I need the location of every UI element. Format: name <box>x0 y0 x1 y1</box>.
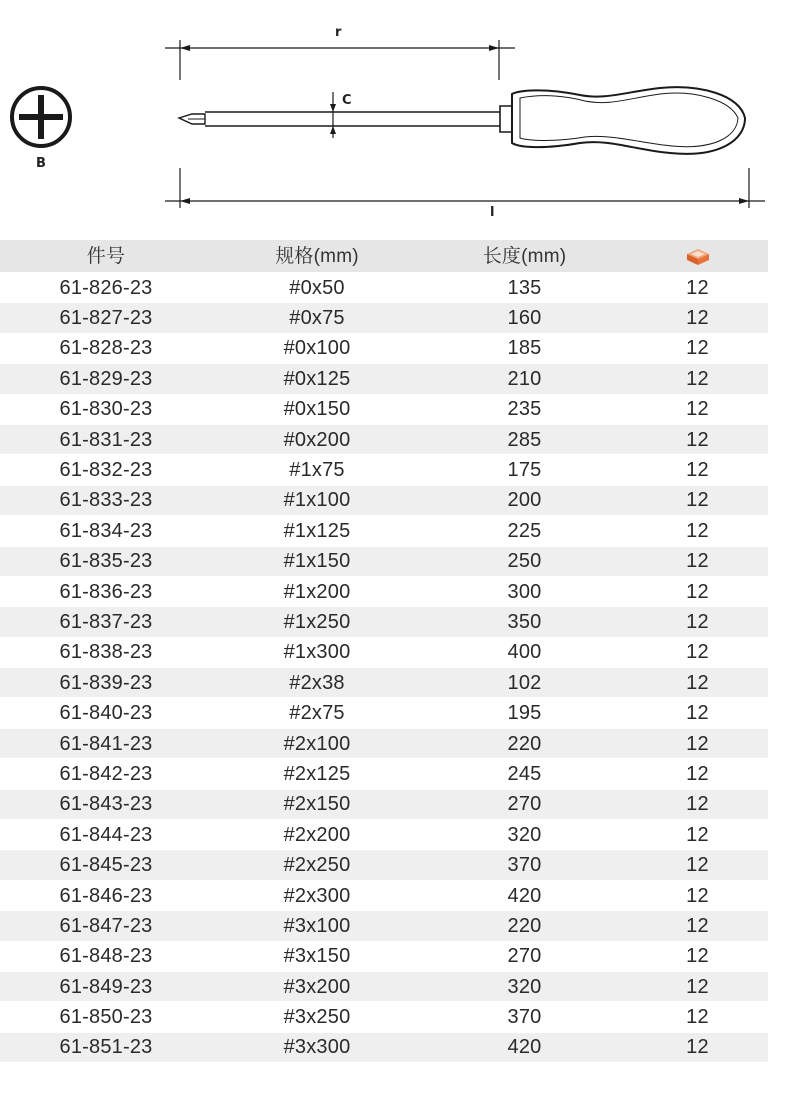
table-row <box>0 273 768 303</box>
table-row <box>0 303 768 333</box>
pack-qty-cell: 12 <box>686 641 709 664</box>
length-cell: 220 <box>507 732 542 755</box>
table-row <box>0 334 768 364</box>
pack-qty-cell: 12 <box>686 1036 709 1059</box>
table-row <box>0 638 768 668</box>
length-cell: 270 <box>507 793 542 816</box>
part-no-cell: 61-843-23 <box>59 793 153 816</box>
part-no-cell: 61-839-23 <box>59 671 153 694</box>
table-row <box>0 577 768 607</box>
length-cell: 210 <box>507 367 542 390</box>
header-length: 长度(mm) <box>482 245 567 267</box>
pack-qty-cell: 12 <box>686 367 709 390</box>
pack-qty-cell: 12 <box>686 945 709 968</box>
phillips-tip-icon <box>12 88 70 146</box>
table-row <box>0 425 768 455</box>
part-no-cell: 61-838-23 <box>59 641 153 664</box>
part-no-cell: 61-844-23 <box>59 823 153 846</box>
spec-cell: #1x200 <box>283 580 351 603</box>
table-row <box>0 729 768 759</box>
spec-cell: #3x200 <box>283 975 351 998</box>
table-row <box>0 607 768 637</box>
length-cell: 185 <box>507 337 542 360</box>
table-header <box>0 240 768 273</box>
part-no-cell: 61-835-23 <box>59 550 153 573</box>
part-no-cell: 61-827-23 <box>59 307 153 330</box>
spec-cell: #2x38 <box>289 671 345 694</box>
length-cell: 370 <box>507 854 542 877</box>
spec-cell: #0x100 <box>283 337 351 360</box>
pack-qty-cell: 12 <box>686 580 709 603</box>
pack-qty-cell: 12 <box>686 762 709 785</box>
part-no-cell: 61-841-23 <box>59 732 153 755</box>
table-row <box>0 972 768 1002</box>
part-no-cell: 61-848-23 <box>59 945 153 968</box>
tip-b-label: B <box>36 156 46 171</box>
pack-qty-cell: 12 <box>686 1006 709 1029</box>
length-cell: 420 <box>507 884 542 907</box>
pack-qty-cell: 12 <box>686 428 709 451</box>
pack-qty-cell: 12 <box>686 307 709 330</box>
box-icon <box>685 245 711 267</box>
table-row <box>0 395 768 425</box>
pack-qty-cell: 12 <box>686 550 709 573</box>
table-row <box>0 911 768 941</box>
part-no-cell: 61-832-23 <box>59 459 153 482</box>
part-no-cell: 61-849-23 <box>59 975 153 998</box>
spec-cell: #3x150 <box>283 945 351 968</box>
length-cell: 300 <box>507 580 542 603</box>
spec-cell: #0x200 <box>283 428 351 451</box>
spec-cell: #0x50 <box>289 276 345 299</box>
pack-qty-cell: 12 <box>686 459 709 482</box>
table-row <box>0 850 768 880</box>
spec-cell: #1x150 <box>283 550 351 573</box>
pack-qty-cell: 12 <box>686 276 709 299</box>
table-row <box>0 364 768 394</box>
length-cell: 175 <box>507 459 542 482</box>
table-row <box>0 942 768 972</box>
dimension-l-label: l <box>490 205 495 220</box>
length-cell: 245 <box>507 762 542 785</box>
length-cell: 200 <box>507 489 542 512</box>
header-part-no: 件号 <box>86 245 126 267</box>
spec-cell: #2x150 <box>283 793 351 816</box>
length-cell: 370 <box>507 1006 542 1029</box>
table-row <box>0 881 768 911</box>
spec-cell: #1x300 <box>283 641 351 664</box>
pack-qty-cell: 12 <box>686 489 709 512</box>
spec-cell: #2x200 <box>283 823 351 846</box>
table-row <box>0 698 768 728</box>
table-row <box>0 486 768 516</box>
pack-qty-cell: 12 <box>686 884 709 907</box>
part-no-cell: 61-846-23 <box>59 884 153 907</box>
length-cell: 225 <box>507 519 542 542</box>
table-row <box>0 547 768 577</box>
pack-qty-cell: 12 <box>686 793 709 816</box>
length-cell: 195 <box>507 702 542 725</box>
part-no-cell: 61-829-23 <box>59 367 153 390</box>
length-cell: 135 <box>507 276 542 299</box>
length-cell: 420 <box>507 1036 542 1059</box>
spec-cell: #1x250 <box>283 610 351 633</box>
length-cell: 102 <box>507 671 542 694</box>
table-row <box>0 668 768 698</box>
pack-qty-cell: 12 <box>686 914 709 937</box>
header-spec: 规格(mm) <box>275 245 359 267</box>
pack-qty-cell: 12 <box>686 398 709 421</box>
pack-qty-cell: 12 <box>686 702 709 725</box>
part-no-cell: 61-834-23 <box>59 519 153 542</box>
spec-cell: #2x300 <box>283 884 351 907</box>
part-no-cell: 61-836-23 <box>59 580 153 603</box>
table-row <box>0 455 768 485</box>
length-cell: 160 <box>507 307 542 330</box>
spec-cell: #0x125 <box>283 367 351 390</box>
part-no-cell: 61-831-23 <box>59 428 153 451</box>
spec-cell: #1x75 <box>289 459 345 482</box>
length-cell: 400 <box>507 641 542 664</box>
part-no-cell: 61-850-23 <box>59 1006 153 1029</box>
part-no-cell: 61-840-23 <box>59 702 153 725</box>
table-row <box>0 1002 768 1032</box>
spec-cell: #1x100 <box>283 489 351 512</box>
length-cell: 350 <box>507 610 542 633</box>
length-cell: 270 <box>507 945 542 968</box>
spec-cell: #2x100 <box>283 732 351 755</box>
pack-qty-cell: 12 <box>686 671 709 694</box>
part-no-cell: 61-847-23 <box>59 914 153 937</box>
spec-cell: #3x300 <box>283 1036 351 1059</box>
screwdriver-drawing <box>0 0 790 232</box>
table-row <box>0 759 768 789</box>
table-row <box>0 820 768 850</box>
part-no-cell: 61-851-23 <box>59 1036 153 1059</box>
pack-qty-cell: 12 <box>686 610 709 633</box>
pack-qty-cell: 12 <box>686 732 709 755</box>
spec-cell: #3x100 <box>283 914 351 937</box>
dimension-c-label: C <box>342 93 352 108</box>
header-pack <box>627 245 768 267</box>
pack-qty-cell: 12 <box>686 337 709 360</box>
part-no-cell: 61-830-23 <box>59 398 153 421</box>
screwdriver-diagram <box>0 0 790 232</box>
table-row <box>0 790 768 820</box>
pack-qty-cell: 12 <box>686 823 709 846</box>
part-no-cell: 61-845-23 <box>59 854 153 877</box>
length-cell: 285 <box>507 428 542 451</box>
part-no-cell: 61-842-23 <box>59 762 153 785</box>
length-cell: 250 <box>507 550 542 573</box>
length-cell: 320 <box>507 975 542 998</box>
spec-cell: #2x125 <box>283 762 351 785</box>
spec-cell: #0x75 <box>289 307 345 330</box>
table-row <box>0 516 768 546</box>
spec-table <box>0 240 768 1063</box>
part-no-cell: 61-826-23 <box>59 276 153 299</box>
length-cell: 220 <box>507 914 542 937</box>
part-no-cell: 61-828-23 <box>59 337 153 360</box>
length-cell: 320 <box>507 823 542 846</box>
length-cell: 235 <box>507 398 542 421</box>
pack-qty-cell: 12 <box>686 975 709 998</box>
pack-qty-cell: 12 <box>686 854 709 877</box>
spec-cell: #2x250 <box>283 854 351 877</box>
part-no-cell: 61-833-23 <box>59 489 153 512</box>
spec-cell: #1x125 <box>283 519 351 542</box>
dimension-r-label: r <box>335 25 342 40</box>
table-row <box>0 1033 768 1063</box>
pack-qty-cell: 12 <box>686 519 709 542</box>
spec-cell: #3x250 <box>283 1006 351 1029</box>
spec-cell: #0x150 <box>283 398 351 421</box>
spec-cell: #2x75 <box>289 702 345 725</box>
part-no-cell: 61-837-23 <box>59 610 153 633</box>
